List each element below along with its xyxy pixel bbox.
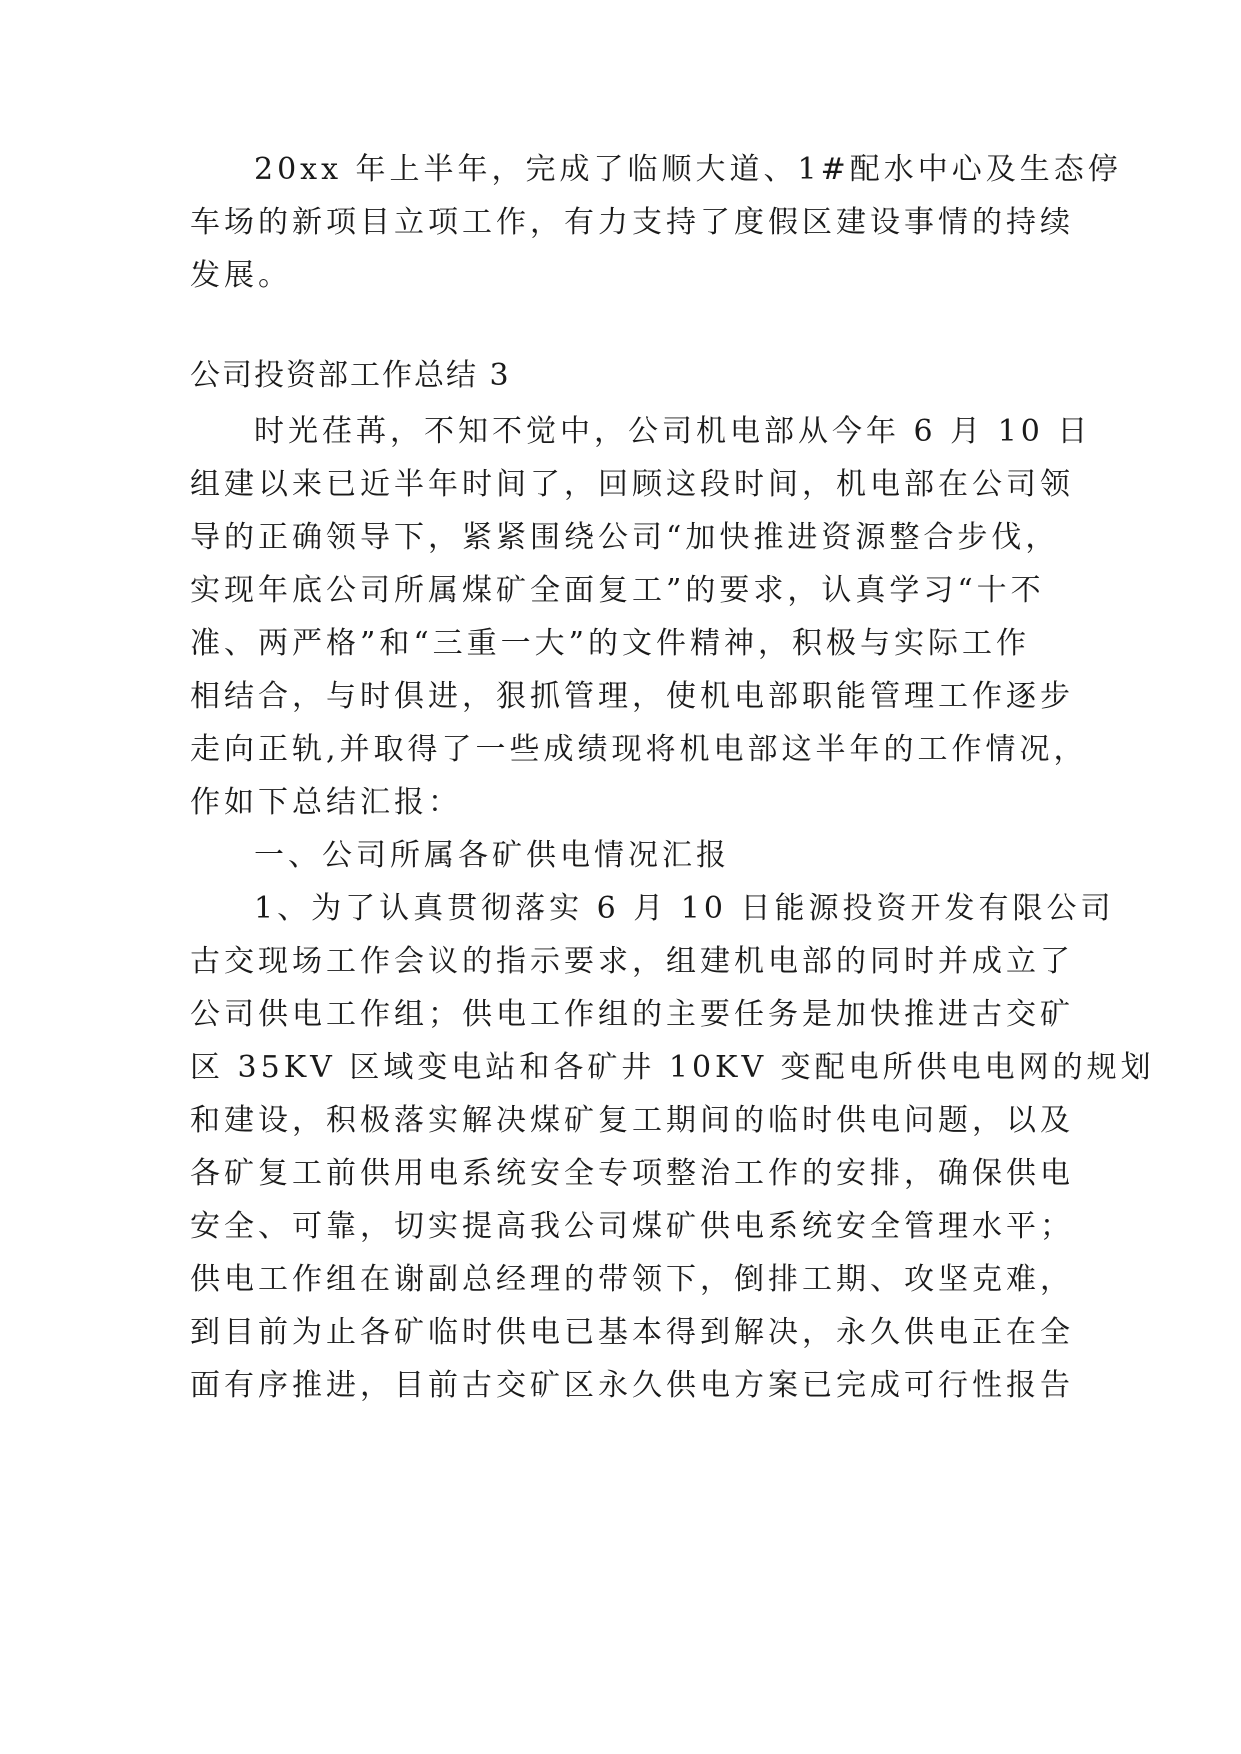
paragraph-line: 实现年底公司所属煤矿全面复工”的要求，认真学习“十不: [190, 573, 1045, 608]
paragraph-line: 发展。: [190, 258, 292, 293]
paragraph-line: 区 35KV 区域变电站和各矿井 10KV 变配电所供电电网的规划: [190, 1050, 1155, 1085]
paragraph-line: 面有序推进，目前古交矿区永久供电方案已完成可行性报告: [190, 1368, 1074, 1403]
paragraph-line: 时光荏苒，不知不觉中，公司机电部从今年 6 月 10 日: [254, 414, 1092, 449]
paragraph-line: 车场的新项目立项工作，有力支持了度假区建设事情的持续: [190, 205, 1074, 240]
paragraph-line: 供电工作组在谢副总经理的带领下，倒排工期、攻坚克难，: [190, 1262, 1074, 1297]
paragraph-line: 作如下总结汇报：: [190, 785, 462, 820]
paragraph-line: 公司供电工作组；供电工作组的主要任务是加快推进古交矿: [190, 997, 1074, 1032]
paragraph-line: 安全、可靠，切实提高我公司煤矿供电系统安全管理水平；: [190, 1209, 1074, 1244]
paragraph-line: 组建以来已近半年时间了，回顾这段时间，机电部在公司领: [190, 467, 1074, 502]
section-heading: 公司投资部工作总结 3: [190, 358, 511, 393]
paragraph-line: 各矿复工前供用电系统安全专项整治工作的安排，确保供电: [190, 1156, 1074, 1191]
paragraph-line: 1、为了认真贯彻落实 6 月 10 日能源投资开发有限公司: [254, 891, 1115, 926]
paragraph-line: 到目前为止各矿临时供电已基本得到解决，永久供电正在全: [190, 1315, 1074, 1350]
paragraph-line: 走向正轨,并取得了一些成绩现将机电部这半年的工作情况，: [190, 732, 1088, 767]
subsection-title: 一、公司所属各矿供电情况汇报: [254, 838, 730, 873]
paragraph-line: 准、两严格”和“三重一大”的文件精神，积极与实际工作: [190, 626, 1031, 661]
paragraph-line: 20xx 年上半年，完成了临顺大道、1#配水中心及生态停: [254, 152, 1122, 187]
paragraph-line: 导的正确领导下，紧紧围绕公司“加快推进资源整合步伐，: [190, 520, 1060, 555]
paragraph-line: 相结合，与时俱进，狠抓管理，使机电部职能管理工作逐步: [190, 679, 1074, 714]
paragraph-line: 和建设，积极落实解决煤矿复工期间的临时供电问题，以及: [190, 1103, 1074, 1138]
paragraph-line: 古交现场工作会议的指示要求，组建机电部的同时并成立了: [190, 944, 1074, 979]
